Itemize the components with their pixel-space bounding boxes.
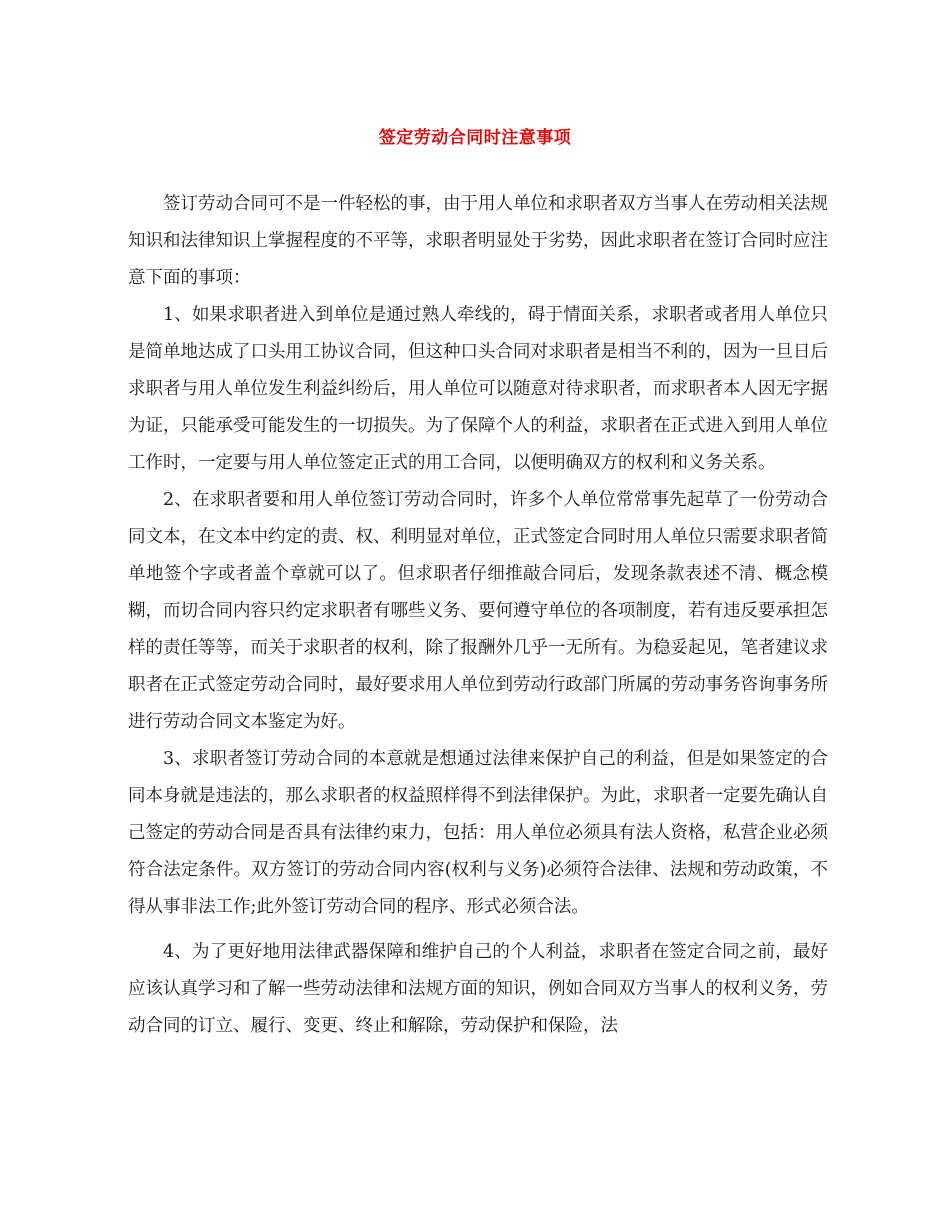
- item-4-paragraph: 4、为了更好地用法律武器保障和维护自己的个人利益，求职者在签定合同之前，最好应该认真学习和了解一些劳动法律和法规方面的知识，例如合同双方当事人的权利义务，劳动合同的订立、履行、变更、终止和解除，劳动保护和保险，法: [128, 942, 828, 1036]
- intro-paragraph: 签订劳动合同可不是一件轻松的事，由于用人单位和求职者双方当事人在劳动相关法规知识和法律知识上掌握程度的不平等，求职者明显处于劣势，因此求职者在签订合同时应注意下面的事项：: [128, 194, 828, 288]
- document-title: 签定劳动合同时注意事项: [378, 128, 572, 148]
- item-1-paragraph: 1、如果求职者进入到单位是通过熟人牵线的，碍于情面关系，求职者或者用人单位只是简单地达成了口头用工协议合同，但这种口头合同对求职者是相当不利的，因为一旦日后求职者与用人单位发生利益纠纷后，用人单位可以随意对待求职者，而求职者本人因无字据为证，只能承受可能发生的一切损失。为了保障个人的利益，求职者在正式进入到用人单位工作时，一定要与用人单位签定正式的用工合同，以便明确双方的权利和义务关系。: [128, 305, 828, 473]
- document-body: [128, 186, 828, 1045]
- item-2-paragraph: 2、在求职者要和用人单位签订劳动合同时，许多个人单位常常事先起草了一份劳动合同文本，在文本中约定的责、权、利明显对单位，正式签定合同时用人单位只需要求职者简单地签个字或者盖个章就可以了。但求职者仔细推敲合同后，发现条款表述不清、概念模糊，而切合同内容只约定求职者有哪些义务、要何遵守单位的各项制度，若有违反要承担怎样的责任等等，而关于求职者的权利，除了报酬外几乎一无所有。为稳妥起见，笔者建议求职者在正式签定劳动合同时，最好要求用人单位到劳动行政部门所属的劳动事务咨询事务所进行劳动合同文本鉴定为好。: [128, 490, 828, 732]
- item-3-paragraph: 3、求职者签订劳动合同的本意就是想通过法律来保护自己的利益，但是如果签定的合同本身就是违法的，那么求职者的权益照样得不到法律保护。为此，求职者一定要先确认自己签定的劳动合同是否具有法律约束力，包括：用人单位必须具有法人资格，私营企业必须符合法定条件。双方签订的劳动合同内容(权利与义务)必须符合法律、法规和劳动政策，不得从事非法工作;此外签订劳动合同的程序、形式必须合法。: [128, 749, 828, 917]
